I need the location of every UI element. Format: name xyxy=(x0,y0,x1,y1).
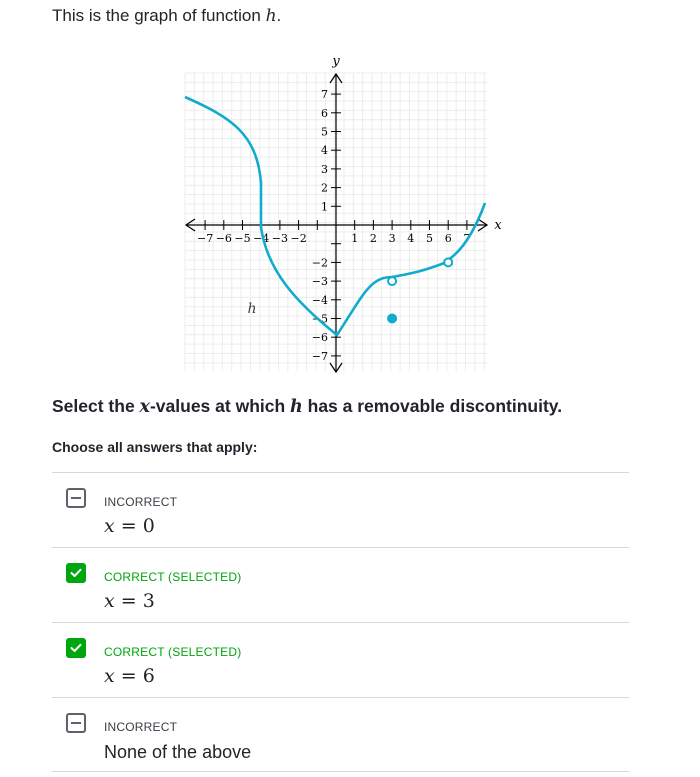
tick-label: 5 xyxy=(321,125,328,139)
tick-label: −2 xyxy=(290,232,307,245)
choice-status: INCORRECT xyxy=(104,720,178,734)
tick-label: 2 xyxy=(369,232,377,245)
tick-label: 4 xyxy=(407,232,415,245)
tick-label: 7 xyxy=(321,88,328,102)
instruction-text: Choose all answers that apply: xyxy=(52,439,258,455)
choice-none-of-the-above[interactable] xyxy=(52,697,629,772)
tick-label: 3 xyxy=(388,232,396,245)
choice-answer: x = 6 xyxy=(104,665,155,687)
tick-label: 6 xyxy=(321,106,328,120)
tick-label: 3 xyxy=(321,162,328,176)
tick-label: −7 xyxy=(196,232,214,245)
checkbox-checked-icon[interactable] xyxy=(66,563,86,583)
graph-points xyxy=(387,258,452,323)
choice-status: CORRECT (SELECTED) xyxy=(104,570,242,584)
choice-answer: None of the above xyxy=(104,742,252,762)
checkbox-checked-icon[interactable] xyxy=(66,638,86,658)
choice-x-6[interactable] xyxy=(52,622,629,697)
question-title: Select the x-values at which h has a removable discontinuity. xyxy=(52,396,563,417)
function-graph xyxy=(175,45,520,380)
choice-answer: x = 0 xyxy=(104,515,155,537)
open-point xyxy=(388,277,396,285)
choice-status: INCORRECT xyxy=(104,495,178,509)
checkbox-unchecked-icon[interactable] xyxy=(66,713,86,733)
y-axis-label: y xyxy=(332,54,340,69)
tick-label: 6 xyxy=(444,232,452,245)
filled-point xyxy=(387,314,397,324)
curve-label-h: h xyxy=(247,301,257,317)
choice-x-0[interactable] xyxy=(52,472,629,547)
graph-svg xyxy=(175,45,520,380)
answer-choices xyxy=(52,472,629,772)
choice-x-3[interactable] xyxy=(52,547,629,622)
checkbox-unchecked-icon[interactable] xyxy=(66,488,86,508)
tick-label: −2 xyxy=(311,256,328,270)
tick-label: −3 xyxy=(311,275,328,289)
tick-label: 1 xyxy=(351,232,359,245)
choice-answer: x = 3 xyxy=(104,590,155,612)
tick-label: 4 xyxy=(321,144,328,158)
tick-label: 1 xyxy=(321,200,328,214)
tick-label: 7 xyxy=(463,232,471,245)
x-axis-label: x xyxy=(494,218,502,233)
tick-label: −5 xyxy=(234,232,251,245)
open-point xyxy=(444,258,452,266)
tick-label: 2 xyxy=(321,181,328,195)
intro-text: This is the graph of function h. xyxy=(52,6,282,26)
tick-label: −4 xyxy=(253,232,270,245)
tick-label: −6 xyxy=(215,232,232,245)
tick-label: −5 xyxy=(311,312,328,326)
tick-label: −6 xyxy=(311,331,328,345)
tick-label: −7 xyxy=(311,349,328,363)
tick-label: −3 xyxy=(271,232,289,245)
tick-label: 5 xyxy=(426,232,433,245)
choice-status: CORRECT (SELECTED) xyxy=(104,645,242,659)
tick-label: −4 xyxy=(311,293,328,307)
